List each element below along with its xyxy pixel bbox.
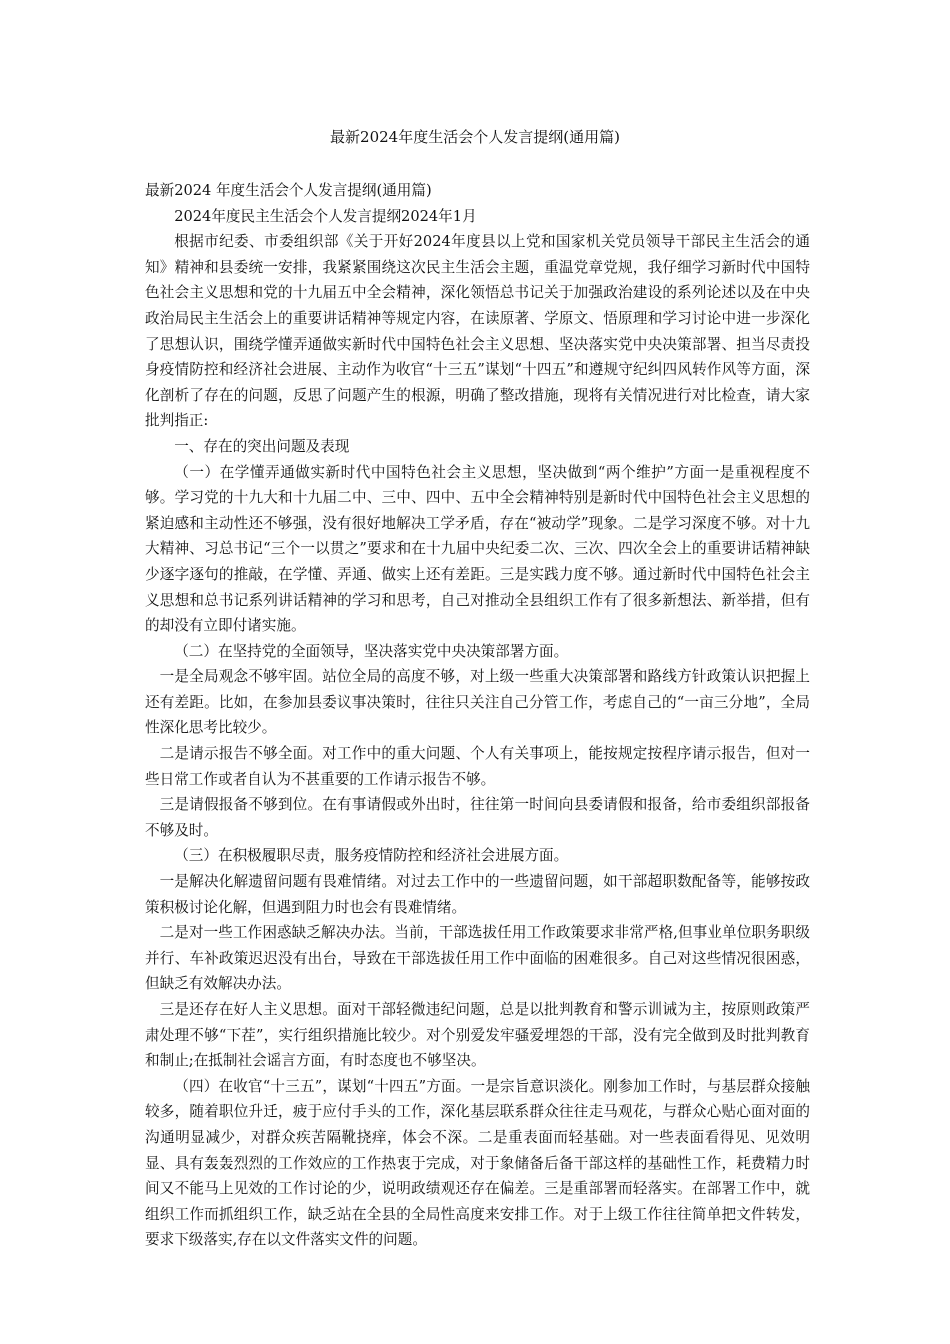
paragraph: （四）在收官“十三五”，谋划“十四五”方面。一是宗旨意识淡化。刚参加工作时，与基层群众接触较多，随着职位升迁，疲于应付手头的工作，深化基层联系群众往往走马观花，与群众心贴心面对面的沟通明显减少，对群众疾苦隔靴挠痒，体会不深。二是重表面而轻基础。对一些表面看得见、见效明显、具有轰轰烈烈的工作效应的工作热衷于完成，对于象储备后备干部这样的基础性工作，耗费精力时间又不能马上见效的工作讨论的少，说明政绩观还存在偏差。三是重部署而轻落实。在部署工作中，就组织工作而抓组织工作，缺乏站在全县的全局性高度来安排工作。对于上级工作往往简单把文件转发，要求下级落实,存在以文件落实文件的问题。 [145, 1077, 810, 1249]
paragraph: 一是全局观念不够牢固。站位全局的高度不够，对上级一些重大决策部署和路线方针政策认识把握上还有差距。比如，在参加县委议事决策时，往往只关注自己分管工作，考虑自己的“一亩三分地”，全局性深化思考比较少。 [145, 668, 810, 737]
subsection-heading: （二）在坚持党的全面领导，坚决落实党中央决策部署方面。 [174, 642, 569, 660]
paragraph: 三是还存在好人主义思想。面对干部轻微违纪问题，总是以批判教育和警示训诫为主，按原则政策严肃处理不够“下茬”，实行组织措施比较少。对个别爱发牢骚爱埋怨的干部，没有完全做到及时批判教育和制止;在抵制社会谣言方面，有时态度也不够坚决。 [145, 1001, 810, 1070]
paragraph: 一是解决化解遗留问题有畏难情绪。对过去工作中的一些遗留问题，如干部超职数配备等，能够按政策积极讨论化解，但遇到阻力时也会有畏难情绪。 [145, 873, 810, 916]
page-title: 最新2024年度生活会个人发言提纲(通用篇) [330, 128, 620, 146]
subsection-heading: （三）在积极履职尽责，服务疫情防控和经济社会进展方面。 [174, 847, 569, 865]
paragraph: 二是对一些工作困惑缺乏解决办法。当前，干部选拔任用工作政策要求非常严格,但事业单位职务职级并行、车补政策迟迟没有出台，导致在干部选拔任用工作中面临的困难很多。自己对这些情况很困惑，但缺乏有效解决办法。 [145, 924, 810, 993]
section-heading: 一、存在的突出问题及表现 [174, 437, 350, 455]
doc-heading-line: 最新2024 年度生活会个人发言提纲(通用篇) [145, 182, 432, 199]
paragraph: （一）在学懂弄通做实新时代中国特色社会主义思想，坚决做到“两个维护”方面一是重视程度不够。学习党的十九大和十九届二中、三中、四中、五中全会精神特别是新时代中国特色社会主义思想的紧迫感和主动性还不够强，没有很好地解决工学矛盾，存在“被动学”现象。二是学习深度不够。对十九大精神、习总书记“三个一以贯之”要求和在十九届中央纪委二次、三次、四次全会上的重要讲话精神缺少逐字逐句的推敲，在学懂、弄通、做实上还有差距。三是实践力度不够。通过新时代中国特色社会主义思想和总书记系列讲话精神的学习和思考，自己对推动全县组织工作有了很多新想法、新举措，但有的却没有立即付诸实施。 [145, 463, 810, 635]
document-body [145, 178, 810, 1253]
intro-paragraph: 根据市纪委、市委组织部《关于开好2024年度县以上党和国家机关党员领导干部民主生活会的通知》精神和县委统一安排，我紧紧围绕这次民主生活会主题，重温党章党规，我仔细学习新时代中国特色社会主义思想和党的十九届五中全会精神，深化领悟总书记关于加强政治建设的系列论述以及在中央政治局民主生活会上的重要讲话精神等规定内容，在读原著、学原文、悟原理和学习讨论中进一步深化了思想认识，围绕学懂弄通做实新时代中国特色社会主义思想、坚决落实党中央决策部署、担当尽责投身疫情防控和经济社会进展、主动作为收官“十三五”谋划“十四五”和遵规守纪纠四风转作风等方面，深化剖析了存在的问题，反思了问题产生的根源，明确了整改措施，现将有关情况进行对比检查，请大家批判指正: [145, 233, 810, 430]
paragraph: 二是请示报告不够全面。对工作中的重大问题、个人有关事项上，能按规定按程序请示报告，但对一些日常工作或者自认为不甚重要的工作请示报告不够。 [145, 745, 810, 788]
paragraph: 三是请假报备不够到位。在有事请假或外出时，往往第一时间向县委请假和报备，给市委组织部报备不够及时。 [145, 796, 810, 839]
doc-subtitle-line: 2024年度民主生活会个人发言提纲2024年1月 [174, 207, 477, 225]
